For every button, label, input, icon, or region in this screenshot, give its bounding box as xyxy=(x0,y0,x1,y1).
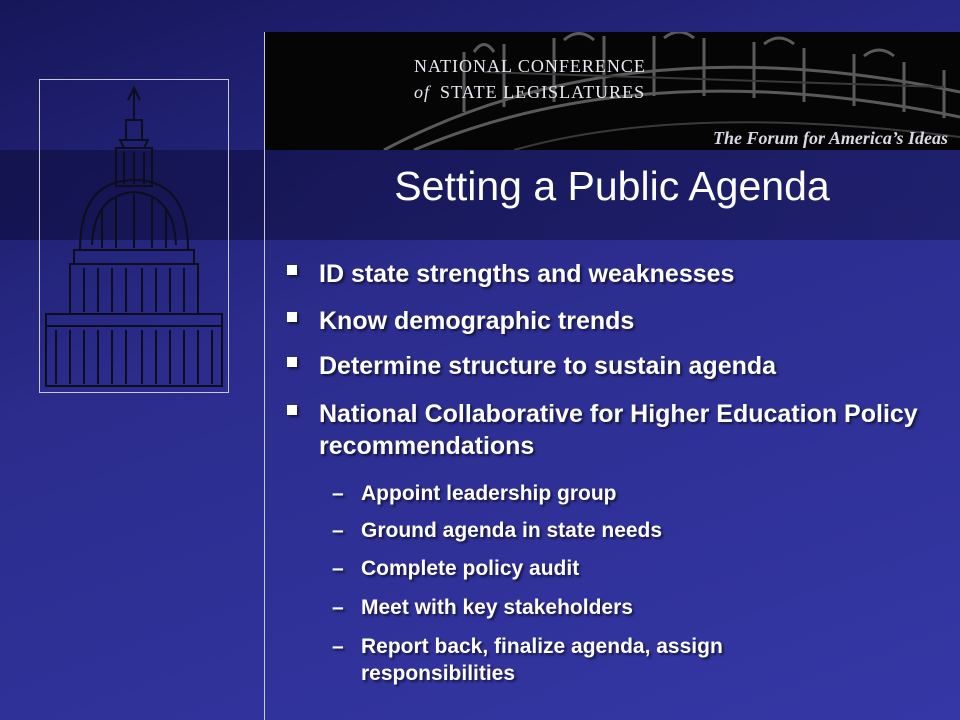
bullet-square-icon xyxy=(287,265,297,275)
capitol-dome-icon xyxy=(40,80,228,392)
sub-bullet-text: Report back, finalize agenda, assign responsibilities xyxy=(361,635,723,685)
org-name-line2 xyxy=(414,82,645,102)
org-name-state-legislatures: STATE LEGISLATURES xyxy=(440,82,646,102)
sub-bullet-text: Meet with key stakeholders xyxy=(361,596,633,619)
slide-title: Setting a Public Agenda xyxy=(394,163,830,209)
vertical-divider xyxy=(264,32,265,720)
sub-bullet-dash: – xyxy=(332,482,344,505)
sub-bullet-text: Appoint leadership group xyxy=(361,482,617,505)
capitol-frame xyxy=(39,79,229,393)
bullet-text: Know demographic trends xyxy=(319,307,635,335)
sub-bullet-dash: – xyxy=(332,557,344,580)
sub-bullet-text: Ground agenda in state needs xyxy=(361,519,663,542)
bullet-text: National Collaborative for Higher Education Policy recommendations xyxy=(319,400,918,460)
sub-bullet-text: Complete policy audit xyxy=(361,557,580,580)
header-banner xyxy=(264,32,960,150)
sub-bullet-dash: – xyxy=(332,519,344,542)
bullet-square-icon xyxy=(287,405,297,415)
org-name-line1: NATIONAL CONFERENCE xyxy=(414,56,646,76)
bullet-square-icon xyxy=(287,312,297,322)
bullet-text: ID state strengths and weaknesses xyxy=(319,260,735,288)
bullet-square-icon xyxy=(287,357,297,367)
capitol-facade-illustration xyxy=(264,32,960,150)
bullet-text: Determine structure to sustain agenda xyxy=(319,352,777,380)
org-name-of: of xyxy=(414,82,431,102)
sub-bullet-dash: – xyxy=(332,596,344,619)
tagline: The Forum for America’s Ideas xyxy=(712,128,948,148)
sub-bullet-dash: – xyxy=(332,635,344,658)
